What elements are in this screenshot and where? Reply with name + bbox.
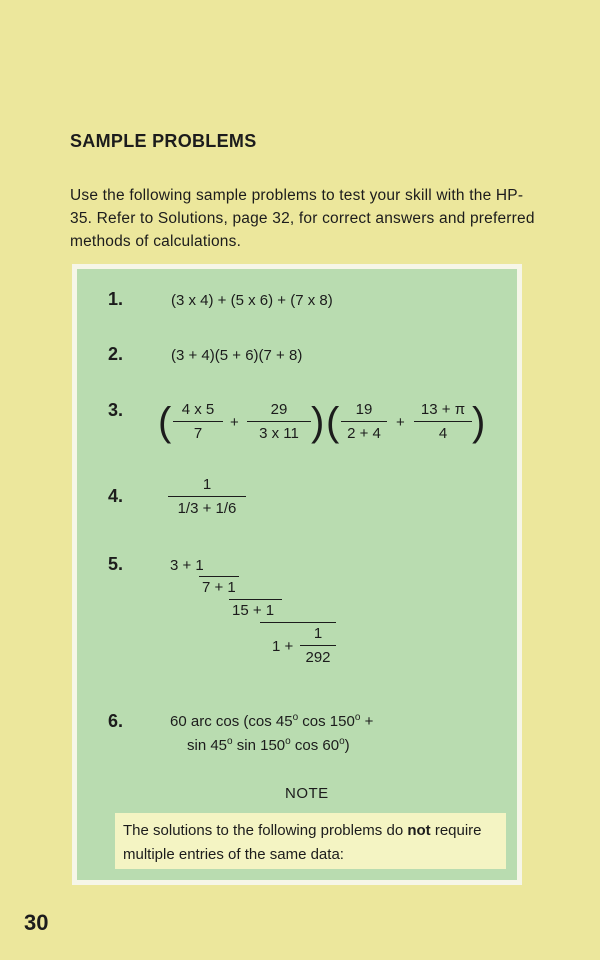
problem-5-inner-numerator: 1 [300, 625, 336, 646]
degree-symbol: o [339, 736, 345, 747]
problem-5-number: 5. [108, 554, 124, 574]
problem-3-fraction-3 [341, 401, 387, 442]
problem-3-right-paren-2: ) [472, 400, 486, 444]
problem-3-fraction-3-denominator: 2 + 4 [347, 425, 381, 442]
problem-5-term-2: 7 + 1 [202, 579, 236, 596]
note-box [115, 813, 506, 869]
problem-3-number: 3. [108, 400, 124, 420]
note-text-end: require multiple entries of the same data: [123, 822, 482, 863]
problem-5-bar-2 [229, 599, 282, 600]
problem-3-fraction-1-denominator: 7 [193, 425, 203, 442]
problem-3-left-paren-2: ( [326, 400, 340, 444]
degree-symbol: o [292, 712, 299, 723]
degree-symbol: o [285, 736, 291, 747]
problem-3-right-paren-1: ) [311, 400, 325, 444]
problem-3-fraction-4-numerator: 13 + π [414, 401, 472, 422]
problem-3-fraction-1-numerator: 4 x 5 [173, 401, 223, 422]
problem-4-fraction [168, 476, 246, 517]
problem-5-bar-3 [260, 622, 336, 623]
problem-5-term-4: 1 + [272, 638, 294, 655]
degree-symbol: o [354, 712, 361, 723]
problem-1-expression: (3 x 4) + (5 x 6) + (7 x 8) [171, 292, 333, 309]
problem-2-expression: (3 + 4)(5 + 6)(7 + 8) [171, 347, 303, 364]
page-title: SAMPLE PROBLEMS [70, 131, 257, 151]
problem-6-number: 6. [108, 711, 124, 731]
degree-symbol: o [227, 736, 233, 747]
problem-2-number: 2. [108, 344, 124, 364]
problem-1-number: 1. [108, 289, 124, 309]
problem-6-line-1: 60 arc cos (cos 45$^o$ $\cos 150^o$ + [170, 712, 374, 730]
problem-4-denominator: 1/3 + 1/6 [177, 500, 237, 517]
problem-3-fraction-1 [173, 401, 223, 442]
problem-3-plus-1: + [230, 414, 239, 431]
problem-3-fraction-4-denominator: 4 [438, 425, 448, 442]
intro-paragraph: Use the following sample problems to test your skill with the HP-35. Refer to Solutions, page 32, for correct answers and preferred methods of calculations. [70, 187, 535, 250]
problem-4-number: 4. [108, 486, 124, 506]
problem-3-fraction-3-numerator: 19 [341, 401, 387, 422]
note-text-start: The solutions to the following problems do [123, 822, 408, 839]
page-number: 30 [24, 910, 49, 935]
problem-3-fraction-4 [414, 401, 472, 442]
problem-3-left-paren-1: ( [158, 400, 172, 444]
problem-5-term-3: 15 + 1 [232, 602, 275, 619]
problem-5-bar-1 [199, 576, 239, 577]
note-text-emphasis: not [407, 822, 431, 839]
problem-3-fraction-2-numerator: 29 [247, 401, 311, 422]
problem-6-line-2: sin 45$^o$ sin 150$^o$ cos 60$^o$) [187, 736, 350, 754]
problem-5-term-1: 3 + 1 [170, 557, 204, 574]
problem-5-inner-denominator: 292 [305, 649, 331, 666]
problem-4-numerator: 1 [168, 476, 246, 497]
note-heading: NOTE [285, 785, 329, 802]
problem-3-fraction-2-denominator: 3 x 11 [259, 425, 299, 442]
problem-3-plus-2: + [396, 414, 405, 431]
problem-3-fraction-2 [247, 401, 311, 442]
problem-5-inner-fraction [300, 625, 336, 666]
